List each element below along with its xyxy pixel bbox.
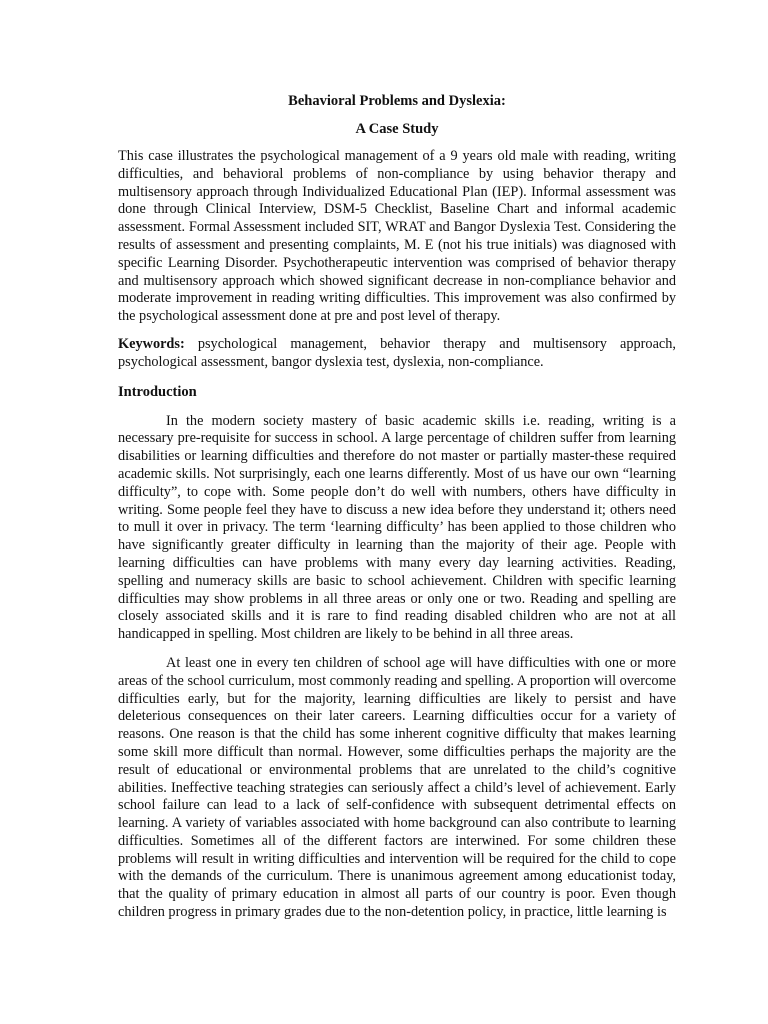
keywords-label: Keywords: bbox=[118, 335, 185, 352]
document-subtitle: A Case Study bbox=[355, 121, 439, 137]
keywords-text: psychological management, behavior therapy and multisensory approach, psychological assessment, bangor dyslexia test, dyslexia, non-compliance. bbox=[118, 335, 676, 370]
section-heading-introduction: Introduction bbox=[118, 383, 197, 400]
body-paragraph-2: At least one in every ten children of school age will have difficulties with one or more areas of the school curriculum, most commonly reading and spelling. A proportion will overcome difficulties early, but for the majority, learning difficulties are likely to persist and have deleterious consequences on their later careers. Learning difficulties occur for a variety of reasons. One reason is that the child has some inherent cognitive difficulty that makes learning some skill more difficult than normal. However, some difficulties perhaps the majority are the result of educational or environmental problems that are unrelated to the child’s cognitive abilities. Ineffective teaching strategies can seriously affect a child’s level of achievement. Early school failure can lead to a lack of self-confidence with subsequent detrimental effects on learning. A variety of variables associated with home background can also contribute to learning difficulties. Sometimes all of the different factors are interwined. For some children these problems will result in writing difficulties and intervention will be required for the child to cope with the demands of the curriculum. There is unanimous agreement among educationist today, that the quality of primary education in almost all parts of our country is poor. Even though children progress in primary grades due to the non-detention policy, in practice, little learning is bbox=[118, 654, 676, 921]
body-paragraph-1: In the modern society mastery of basic academic skills i.e. reading, writing is a necessary pre-requisite for success in school. A large percentage of children suffer from learning disabilities or learning difficulties and therefore do not master or partially master-these required academic skills. Not surprisingly, each one learns differently. Most of us have our own “learning difficulty”, to cope with. Some people don’t do well with numbers, others have difficulty in writing. Some people feel they have to discuss a new idea before they understand it; others need to mull it over in privacy. The term ‘learning difficulty’ has been applied to those children who have significantly greater difficulty in learning than the majority of their age. People with learning difficulties can have problems with many every day learning activities. Reading, spelling and numeracy skills are basic to school achievement. Children with specific learning difficulties may show problems in all three areas or only one or two. Reading and spelling are closely associated skills and it is rare to find reading disabled children who are not at all handicapped in spelling. Most children are likely to be behind in all three areas. bbox=[118, 412, 676, 643]
abstract-paragraph: This case illustrates the psychological management of a 9 years old male with reading, writing difficulties, and behavioral problems of non-compliance by using behavior therapy and multisensory approach through Individualized Educational Plan (IEP). Informal assessment was done through Clinical Interview, DSM-5 Checklist, Baseline Chart and informal academic assessment. Formal Assessment included SIT, WRAT and Bangor Dyslexia Test. Considering the results of assessment and presenting complaints, M. E (not his true initials) was diagnosed with specific Learning Disorder. Psychotherapeutic intervention was comprised of behavior therapy and multisensory approach which showed significant decrease in non-compliance behavior and moderate improvement in reading writing difficulties. This improvement was also confirmed by the psychological assessment done at pre and post level of therapy. bbox=[118, 148, 676, 325]
document-title: Behavioral Problems and Dyslexia: bbox=[288, 93, 506, 109]
keywords-line bbox=[118, 336, 676, 372]
